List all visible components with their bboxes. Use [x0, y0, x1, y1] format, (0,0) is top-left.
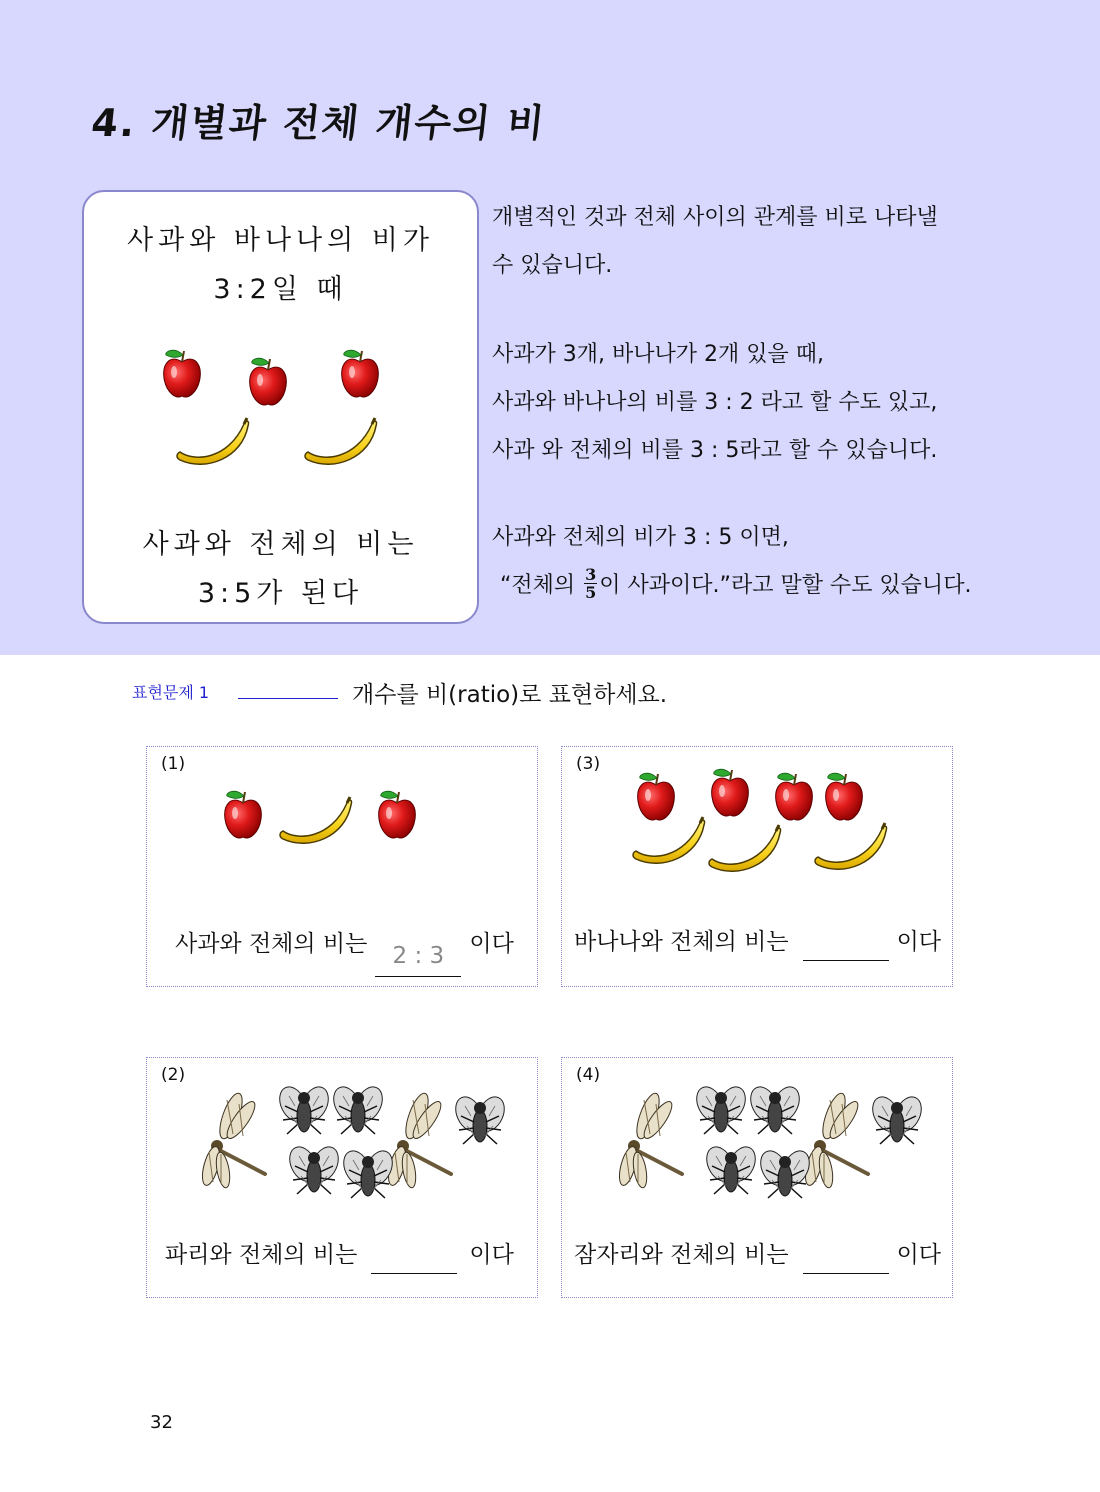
problem-3-sentence: [574, 923, 941, 961]
apple-icon: [712, 769, 749, 816]
example-card-bottom-line2: 3:5가 된다: [197, 578, 364, 609]
fly-icon: [451, 1093, 507, 1144]
answer-blank[interactable]: [803, 1240, 889, 1274]
problem-prompt: 바나나와 전체의 비는: [574, 929, 789, 955]
banana-icon: [709, 825, 781, 871]
answer-blank[interactable]: 2 : 3: [375, 943, 461, 977]
fly-icon: [756, 1147, 815, 1198]
fly-icon: [868, 1093, 924, 1144]
apple-icon: [164, 350, 201, 397]
dragonfly-icon: [802, 1091, 868, 1189]
problem-number: (1): [161, 754, 186, 774]
fraction-numerator: 3: [585, 564, 597, 584]
answer-blank[interactable]: [803, 927, 889, 961]
problem-4-illustration: [614, 1086, 924, 1206]
fraction-denominator: 5: [585, 582, 597, 602]
banana-icon: [815, 823, 887, 869]
problem-2-illustration: [197, 1086, 507, 1206]
example-card-bottom-line1: 사과와 전체의 비는: [142, 529, 419, 560]
problem-prompt: 파리와 전체의 비는: [165, 1242, 358, 1268]
problem-suffix: 이다: [896, 929, 942, 955]
problem-set-header: [132, 678, 832, 708]
explanation-line: 수 있습니다.: [492, 253, 613, 278]
banana-icon: [305, 418, 377, 464]
fraction: [584, 566, 597, 601]
explanation-text: 이 사과이다.”라고 말할 수도 있습니다.: [599, 573, 972, 598]
fly-icon: [285, 1143, 344, 1194]
explanation-fraction-line: [492, 562, 971, 610]
fly-icon: [702, 1143, 761, 1194]
example-card-top-text: [82, 216, 479, 314]
apple-icon: [225, 791, 262, 838]
problem-2-sentence: [165, 1236, 514, 1274]
apple-icon: [638, 773, 675, 820]
explanation-text: “전체의: [500, 573, 583, 598]
problem-box-2: [146, 1057, 538, 1298]
problem-prompt: 잠자리와 전체의 비는: [574, 1242, 789, 1268]
problem-box-3: [561, 746, 953, 987]
section-title: 4. 개별과 전체 개수의 비: [89, 101, 549, 145]
problem-suffix: 이다: [896, 1242, 942, 1268]
explanation-paragraph-1: [492, 194, 938, 290]
explanation-paragraph-2: [492, 331, 937, 475]
explanation-line: 개별적인 것과 전체 사이의 관계를 비로 나타낼: [492, 205, 938, 230]
dragonfly-icon: [199, 1091, 265, 1189]
answer-blank[interactable]: [371, 1240, 457, 1274]
problem-number: (3): [576, 754, 601, 774]
problem-number: (2): [161, 1065, 186, 1085]
problem-prompt: 사과와 전체의 비는: [175, 931, 368, 957]
explanation-line: 사과가 3개, 바나나가 2개 있을 때,: [492, 342, 824, 367]
banana-icon: [177, 418, 249, 464]
apple-icon: [250, 358, 287, 405]
fly-icon: [275, 1086, 334, 1134]
apple-icon: [342, 350, 379, 397]
example-fruit-illustration: [160, 342, 400, 477]
problem-suffix: 이다: [469, 931, 514, 957]
dragonfly-icon: [385, 1091, 451, 1189]
example-card-top-line2: 3:2일 때: [213, 274, 348, 305]
problem-set-instruction: 개수를 비(ratio)로 표현하세요.: [352, 682, 668, 708]
apple-icon: [379, 791, 416, 838]
explanation-paragraph-3: [492, 514, 971, 610]
fly-icon: [746, 1086, 805, 1134]
problem-1-illustration: [221, 783, 441, 853]
explanation-line: 사과와 바나나의 비를 3 : 2 라고 할 수도 있고,: [492, 390, 938, 415]
fly-icon: [692, 1086, 751, 1134]
fly-icon: [339, 1147, 398, 1198]
problem-number: (4): [576, 1065, 601, 1085]
problem-1-sentence: [175, 925, 514, 977]
apple-icon: [826, 773, 863, 820]
example-card-bottom-text: [82, 520, 479, 618]
problem-set-rule: [238, 698, 338, 699]
problem-3-illustration: [628, 767, 898, 885]
problem-set-label: 표현문제 1: [132, 683, 210, 702]
dragonfly-icon: [616, 1091, 682, 1189]
problem-4-sentence: [574, 1236, 941, 1274]
apple-icon: [776, 773, 813, 820]
banana-icon: [280, 797, 352, 843]
example-card-top-line1: 사과와 바나나의 비가: [127, 225, 434, 256]
fly-icon: [329, 1086, 388, 1134]
problem-suffix: 이다: [469, 1242, 514, 1268]
explanation-line: 사과 와 전체의 비를 3 : 5라고 할 수 있습니다.: [492, 438, 938, 463]
banana-icon: [633, 817, 705, 863]
page-number: 32: [150, 1412, 173, 1433]
problem-box-1: [146, 746, 538, 987]
explanation-line: 사과와 전체의 비가 3 : 5 이면,: [492, 525, 789, 550]
problem-box-4: [561, 1057, 953, 1298]
